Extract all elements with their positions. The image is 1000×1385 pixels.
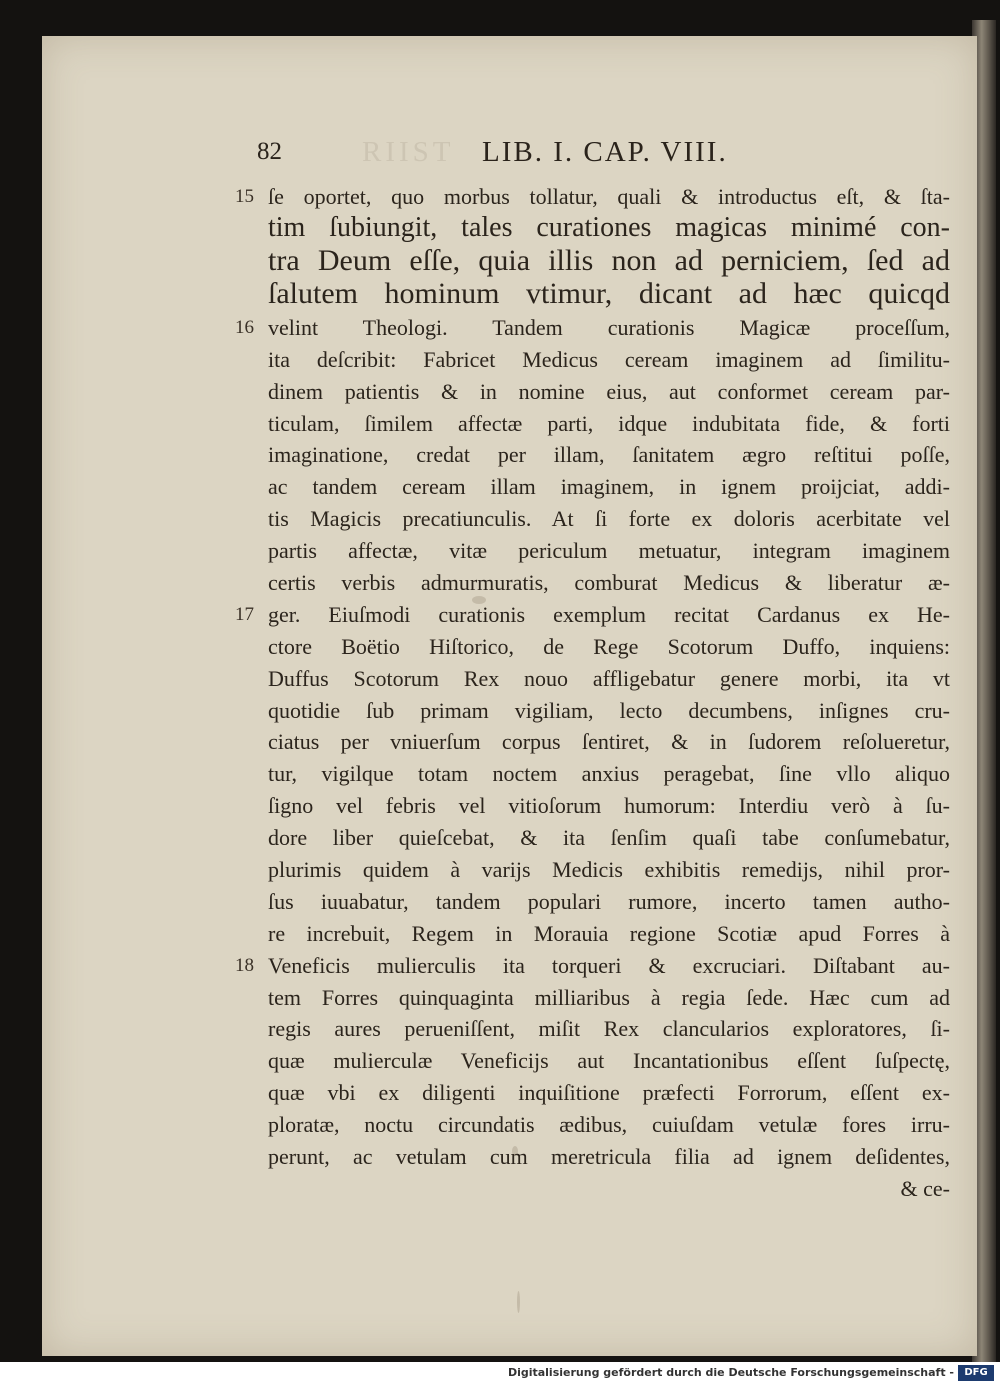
- line-text: ctore Boëtio Hiſtorico, de Rege Scotorum Duffo, inquiens:: [268, 633, 950, 659]
- bleed-through-mark: RIIST: [362, 136, 455, 168]
- line-text: Veneficis mulierculis ita torqueri & excruciari. Diſtabant au-: [268, 952, 950, 978]
- line-text: ſus iuuabatur, tandem populari rumore, incerto tamen autho-: [268, 888, 950, 914]
- line-text: ger. Eiuſmodi curationis exemplum recitat Cardanus ex He-: [268, 601, 950, 627]
- line-text: tim ſubiungit, tales curationes magicas minimé con-: [268, 211, 950, 243]
- text-line: [42, 664, 977, 696]
- line-text: tur, vigilque totam noctem anxius peragebat, ſine vllo aliquo: [268, 761, 950, 787]
- text-line: [42, 377, 977, 409]
- catchword: & ce-: [900, 1175, 950, 1201]
- line-text: imaginatione, credat per illam, ſanitatem ægro reſtitui poſſe,: [268, 442, 950, 468]
- line-text: ploratæ, noctu circundatis ædibus, cuiuſdam vetulæ fores irru-: [268, 1112, 950, 1138]
- book-page: [42, 36, 977, 1356]
- text-line: [42, 1078, 977, 1110]
- text-line: [42, 211, 977, 247]
- running-head: LIB. I. CAP. VIII.: [482, 136, 728, 168]
- line-text: quæ vbi ex diligenti inquiſitione præfecti Forrorum, eſſent ex-: [268, 1080, 950, 1106]
- page-header: [42, 136, 977, 176]
- text-line: [42, 791, 977, 823]
- margin-number: 16: [235, 316, 254, 338]
- paper-stain: [512, 1146, 518, 1156]
- line-text: tra Deum eſſe, quia illis non ad perniciem, ſed ad: [268, 243, 950, 277]
- line-text: ſigno vel febris vel vitioſorum humorum: Interdiu verò à ſu-: [268, 793, 950, 819]
- text-line: [42, 313, 977, 345]
- line-text: dinem patientis & in nomine eius, aut conformet ceream par-: [268, 378, 950, 404]
- line-text: dore liber quieſcebat, & ita ſenſim quaſi tabe conſumebatur,: [268, 825, 950, 851]
- line-text: quotidie ſub primam vigiliam, lecto decumbens, inſignes cru-: [268, 697, 950, 723]
- text-line: [42, 409, 977, 441]
- text-line: [42, 983, 977, 1015]
- line-text: ciatus per vniuerſum corpus ſentiret, & in ſudorem reſolueretur,: [268, 729, 950, 755]
- body-text: [42, 182, 977, 1206]
- text-line: [42, 345, 977, 377]
- text-line: [42, 855, 977, 887]
- margin-number: 18: [235, 954, 254, 976]
- line-text: partis affectæ, vitæ periculum metuatur, integram imaginem: [268, 538, 950, 564]
- text-line: [42, 951, 977, 983]
- margin-number: 17: [235, 603, 254, 625]
- text-line: [42, 536, 977, 568]
- line-text: tis Magicis precatiunculis. At ſi forte ex doloris acerbitate vel: [268, 506, 950, 532]
- text-line: [42, 182, 977, 214]
- text-line: [42, 600, 977, 632]
- text-line: [42, 472, 977, 504]
- line-text: plurimis quidem à varijs Medicis exhibitis remedijs, nihil pror-: [268, 857, 950, 883]
- line-text: re increbuit, Regem in Morauia regione Scotiæ apud Forres à: [268, 920, 950, 946]
- text-line: [42, 759, 977, 791]
- dfg-logo: DFG: [958, 1365, 994, 1381]
- line-text: velint Theologi. Tandem curationis Magicæ proceſſum,: [268, 314, 950, 340]
- funding-credit: Digitalisierung gefördert durch die Deutsche Forschungsgemeinschaft -: [507, 1366, 954, 1379]
- line-text: ac tandem ceream illam imaginem, in ignem proijciat, addi-: [268, 474, 950, 500]
- line-text: quæ mulierculæ Veneficijs aut Incantationibus eſſent ſuſpectę,: [268, 1048, 950, 1074]
- line-text: Duffus Scotorum Rex nouo affligebatur genere morbi, ita vt: [268, 665, 950, 691]
- line-text: ticulam, ſimilem affectæ parti, idque indubitata fide, & forti: [268, 410, 950, 436]
- text-line: [42, 568, 977, 600]
- line-text: perunt, ac vetulam cum meretricula filia ad ignem deſidentes,: [268, 1144, 950, 1170]
- margin-number: 15: [235, 186, 254, 207]
- line-text: ſe oportet, quo morbus tollatur, quali & introductus eſt, & ſta-: [268, 184, 950, 209]
- text-line: [42, 243, 977, 280]
- line-text: ita deſcribit: Fabricet Medicus ceream imaginem ad ſimilitu-: [268, 346, 950, 372]
- text-line: [42, 440, 977, 472]
- line-text: ſalutem hominum vtimur, dicant ad hæc quicqd: [268, 276, 950, 310]
- text-line: [42, 1110, 977, 1142]
- line-text: regis aures perueniſſent, miſit Rex clancularios exploratores, ſi-: [268, 1016, 950, 1042]
- text-line: [42, 1142, 977, 1174]
- text-line: [42, 887, 977, 919]
- text-line: [42, 919, 977, 951]
- text-line: [42, 632, 977, 664]
- text-line: [42, 696, 977, 728]
- text-line: [42, 504, 977, 536]
- text-line: [42, 1014, 977, 1046]
- text-line: [42, 727, 977, 759]
- paper-stain: [472, 596, 486, 604]
- line-text: certis verbis admurmuratis, comburat Medicus & liberatur æ-: [268, 570, 950, 596]
- paper-stain: [517, 1291, 520, 1313]
- page-number: 82: [257, 138, 282, 165]
- text-line: [42, 276, 977, 313]
- text-line: [42, 823, 977, 855]
- catchword-line: [42, 1174, 977, 1206]
- footer-bar: [0, 1362, 1000, 1385]
- text-line: [42, 1046, 977, 1078]
- line-text: tem Forres quinquaginta milliaribus à regia ſede. Hæc cum ad: [268, 984, 950, 1010]
